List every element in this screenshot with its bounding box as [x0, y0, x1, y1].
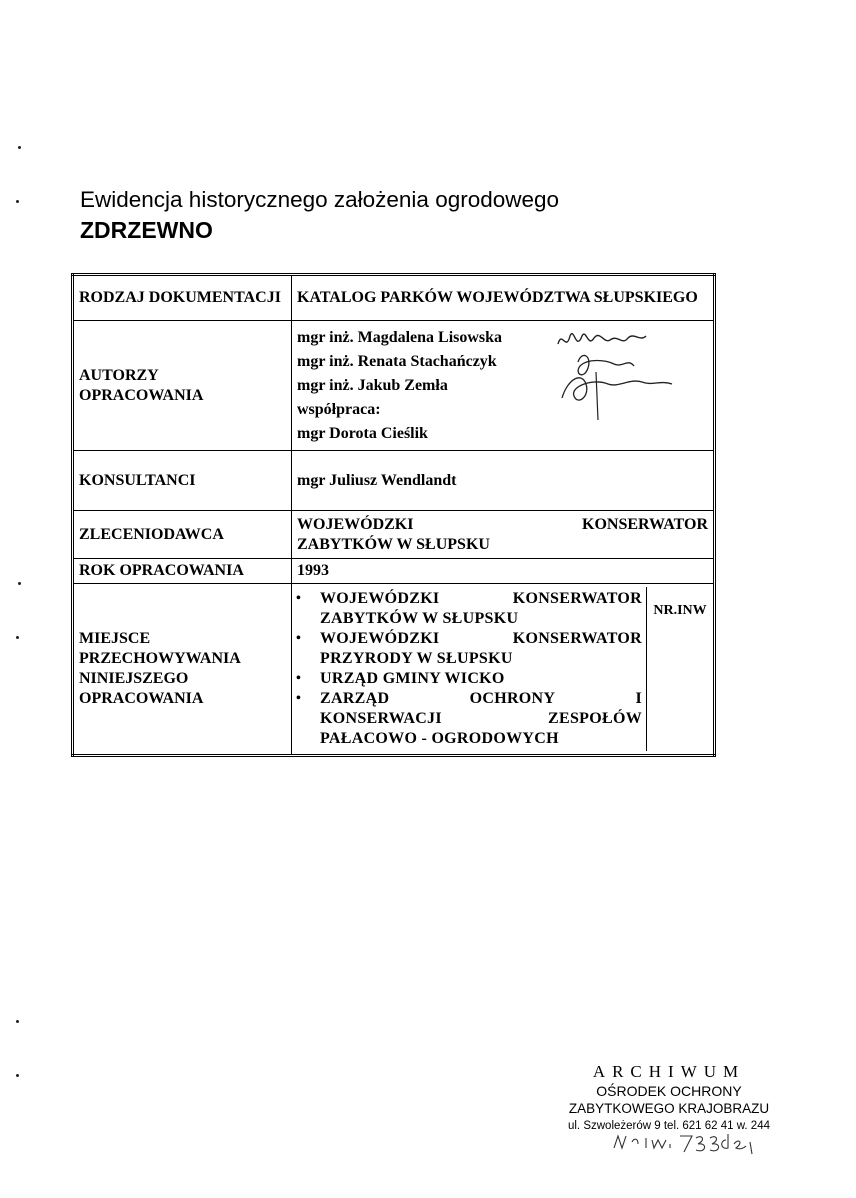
author-line: mgr inż. Jakub Zemła	[297, 376, 448, 394]
place-line	[320, 629, 646, 649]
stamp-line: OŚRODEK OCHRONY	[596, 1083, 742, 1099]
places-wrap	[292, 587, 713, 751]
author-line: współpraca:	[297, 400, 381, 418]
stamp-archive-label: ARCHIWUM	[592, 1062, 746, 1081]
handwritten-inventory-note	[612, 1130, 762, 1156]
place-word: KONSERWACJI	[320, 710, 442, 727]
scan-speck	[18, 146, 21, 149]
place-word: KONSERWATOR	[512, 630, 642, 647]
row-miejsce	[73, 584, 715, 756]
place-word: ZESPOŁÓW	[548, 710, 642, 727]
place-word: • WOJEWÓDZKI	[320, 590, 440, 607]
row-konsultanci	[73, 451, 715, 511]
label-rok: ROK OPRACOWANIA	[73, 559, 292, 584]
list-item	[292, 689, 646, 749]
scan-speck	[18, 582, 21, 585]
value-zleceniodawca	[292, 511, 715, 559]
zleceniodawca-word: WOJEWÓDZKI	[297, 515, 414, 533]
zleceniodawca-line2: ZABYTKÓW W SŁUPSKU	[297, 535, 490, 553]
place-word: I	[635, 690, 642, 707]
place-name: ZDRZEWNO	[80, 217, 213, 243]
value-rodzaj: KATALOG PARKÓW WOJEWÓDZTWA SŁUPSKIEGO	[292, 275, 715, 321]
value-konsultanci: mgr Juliusz Wendlandt	[292, 451, 715, 511]
list-item	[292, 629, 646, 669]
row-rok	[73, 559, 715, 584]
label-autorzy: AUTORZY OPRACOWANIA	[73, 321, 292, 451]
place-line	[320, 589, 646, 609]
place-line: PRZYRODY W SŁUPSKU	[320, 650, 513, 667]
list-item	[292, 669, 646, 689]
label-miejsce: MIEJSCE PRZECHOWYWANIA NINIEJSZEGO OPRACOWANIA	[73, 584, 292, 756]
handwritten-signature	[548, 322, 688, 422]
stamp-address: ul. Szwoleżerów 9 tel. 621 62 41 w. 244	[567, 1120, 770, 1132]
row-rodzaj	[73, 275, 715, 321]
place-word: • WOJEWÓDZKI	[320, 630, 440, 647]
label-konsultanci: KONSULTANCI	[73, 451, 292, 511]
stamp-line: ZABYTKOWEGO KRAJOBRAZU	[568, 1101, 770, 1116]
place-word: KONSERWATOR	[512, 590, 642, 607]
row-zleceniodawca	[73, 511, 715, 559]
places-list	[292, 587, 646, 751]
document-heading	[80, 185, 559, 245]
archive-stamp	[568, 1062, 770, 1134]
author-line: mgr inż. Renata Stachańczyk	[297, 352, 497, 370]
zleceniodawca-line1	[297, 515, 708, 535]
scan-speck	[16, 1020, 19, 1023]
place-line: PAŁACOWO - OGRODOWYCH	[320, 730, 559, 747]
inventory-number-cell: NR.INW	[646, 587, 713, 751]
scan-speck	[16, 636, 19, 639]
author-line: mgr inż. Magdalena Lisowska	[297, 328, 503, 346]
scan-speck	[16, 1074, 19, 1077]
value-miejsce	[292, 584, 715, 756]
place-word: OCHRONY	[469, 690, 556, 707]
list-item	[292, 589, 646, 629]
document-title: Ewidencja historycznego założenia ogrodowego	[80, 187, 560, 212]
place-line: ZABYTKÓW W SŁUPSKU	[320, 610, 519, 627]
place-line	[320, 709, 646, 729]
scan-speck	[16, 200, 19, 203]
place-line: • URZĄD GMINY WICKO	[320, 670, 505, 687]
place-line	[320, 689, 646, 709]
label-rodzaj: RODZAJ DOKUMENTACJI	[73, 275, 292, 321]
places-bullet-list	[292, 589, 646, 749]
author-line: mgr Dorota Cieślik	[297, 424, 428, 442]
place-word: • ZARZĄD	[320, 690, 390, 707]
label-zleceniodawca: ZLECENIODAWCA	[73, 511, 292, 559]
value-rok: 1993	[292, 559, 715, 584]
zleceniodawca-word: KONSERWATOR	[582, 515, 708, 533]
